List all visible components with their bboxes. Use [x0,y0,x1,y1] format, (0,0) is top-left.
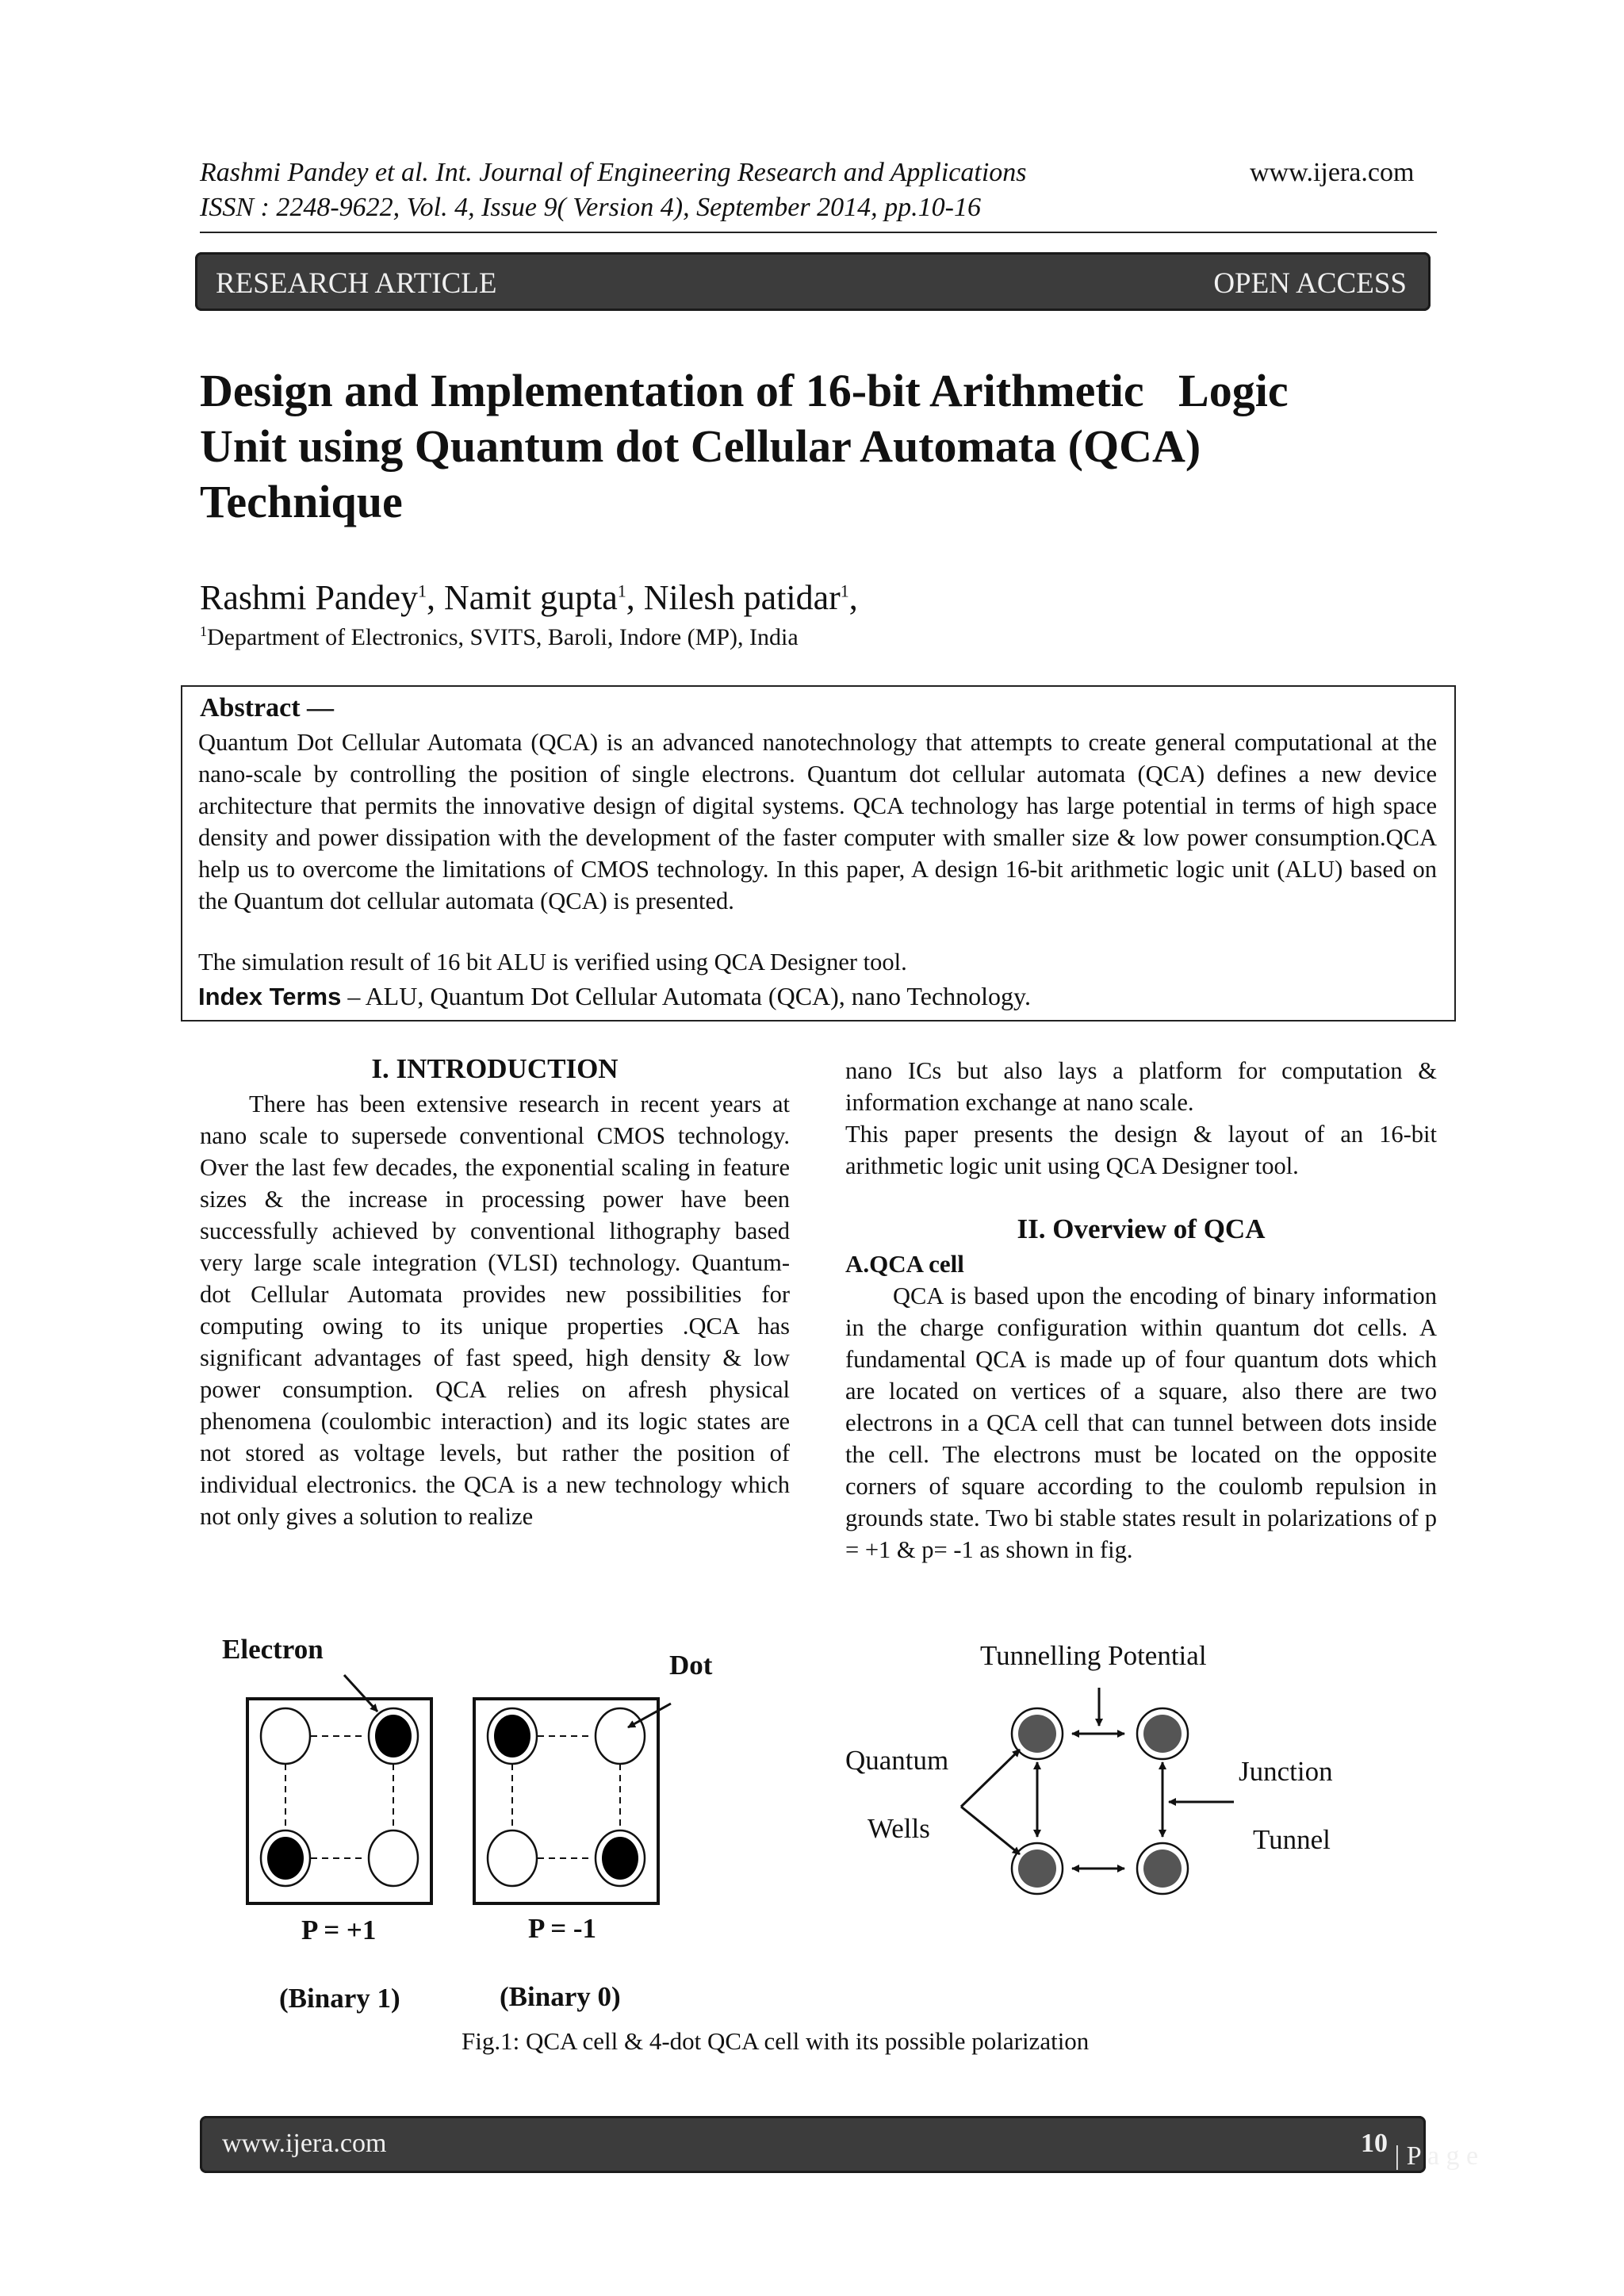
abstract-simulation-line: The simulation result of 16 bit ALU is verified using QCA Designer tool. [198,949,907,976]
abstract-heading: Abstract — [200,693,335,723]
title-line-2: Unit using Quantum dot Cellular Automata (QCA) [200,420,1201,472]
author-trail: , [848,578,858,617]
label-p-plus-1: P = +1 [301,1915,377,1945]
index-terms-text: – ALU, Quantum Dot Cellular Automata (QCA), nano Technology. [341,982,1031,1010]
author-sep-1: , [426,578,444,617]
footer-bar [200,2116,1479,2173]
author-2: Namit gupta [443,578,618,617]
banner-open-access: OPEN ACCESS [1213,267,1407,300]
four-dot-qca-cell [961,1688,1234,1894]
affiliation-sup: 1 [200,623,207,639]
author-3-sup: 1 [840,581,849,601]
intro-heading: I. INTRODUCTION [371,1053,619,1084]
label-tunnel: Tunnel [1253,1824,1331,1855]
section-2-heading: II. Overview of QCA [1017,1213,1266,1244]
title-line-1: Design and Implementation of 16-bit Arithmetic Logic [200,365,1289,416]
affiliation-text: Department of Electronics, SVITS, Baroli, Indore (MP), India [207,624,799,650]
abstract-paragraph: Quantum Dot Cellular Automata (QCA) is an advanced nanotechnology that attempts to create general computational at the nano-scale by controlling the position of single electrons. Quantum dot cellular automata (QCA) defines a new device architecture that permits the innovative design of digital systems. QCA technology has large potential in terms of high space density and power dissipation with the development of the faster computer with smaller size & low power consumption.QCA help us to overcome the limitations of CMOS technology. In this paper, A design 16-bit arithmetic logic unit (ALU) based on the Quantum dot cellular automata (QCA) is presented. [198,729,1437,914]
subsection-qca-cell: A.QCA cell [845,1250,964,1278]
title-line-3: Technique [200,476,403,527]
intro-paragraph-2: This paper presents the design & layout of an 16-bit arithmetic logic unit using QCA Designer tool. [845,1121,1437,1179]
header-website[interactable]: www.ijera.com [1250,158,1415,187]
footer-website[interactable]: www.ijera.com [222,2129,387,2158]
footer-page [1361,2129,1479,2171]
label-binary-0: (Binary 0) [500,1981,621,2012]
qca-cell-p-plus-1 [247,1675,431,1903]
label-junction: Junction [1239,1756,1333,1787]
label-dot: Dot [669,1650,713,1681]
intro-body: There has been extensive research in recent years at nano scale to supersede conventional CMOS technology. Over the last few decades, the exponential scaling in feature sizes & the increase in processing power have been successfully achieved by conventional lithography based very large scale integration (VLSI) technology. Quantum-dot Cellular Automata provides new possibilities for computing owing to its unique properties .QCA has significant advantages of fast speed, high density & low power consumption. QCA relies on afresh physical phenomena (coulombic interaction) and its logic states are not stored as voltage levels, but rather the position of individual electronics. the QCA is a new technology which not only gives a solution to realize [200,1091,790,1530]
journal-line-2: ISSN : 2248-9622, Vol. 4, Issue 9( Version 4), September 2014, pp.10-16 [200,193,981,222]
label-quantum: Quantum [845,1745,949,1776]
journal-line-1: Rashmi Pandey et al. Int. Journal of Engineering Research and Applications [200,158,1027,187]
label-binary-1: (Binary 1) [279,1983,400,2014]
figure-1-caption: Fig.1: QCA cell & 4-dot QCA cell with its possible polarization [462,2027,1090,2055]
banner-research-article: RESEARCH ARTICLE [216,267,497,300]
author-3: Nilesh patidar [643,578,841,617]
qca-cell-body: QCA is based upon the encoding of binary information in the charge configuration within quantum dot cells. A fundamental QCA is made up of four quantum dots which are located on vertices of a square, also there are two electrons in a QCA cell that can tunnel between dots inside the cell. The electrons must be located on the opposite corners of square according to the coulomb repulsion in grounds state. Two bi stable states result in polarizations of p = +1 & p= -1 as shown in fig. [845,1282,1437,1563]
author-1-sup: 1 [417,581,427,601]
label-electron: Electron [222,1634,324,1665]
label-tunnelling-potential: Tunnelling Potential [980,1640,1207,1671]
author-sep-2: , [626,578,644,617]
label-wells: Wells [868,1813,930,1844]
intro-continued: nano ICs but also lays a platform for computation & information exchange at nano scale. [845,1057,1437,1116]
qca-cell-p-minus-1 [474,1699,671,1903]
footer-page-number: 10 [1361,2129,1388,2158]
label-p-minus-1: P = -1 [528,1913,597,1944]
author-1: Rashmi Pandey [200,578,418,617]
footer-page-label: | P a g e [1388,2141,1479,2171]
author-2-sup: 1 [617,581,626,601]
index-terms-label: Index Terms [198,983,342,1010]
